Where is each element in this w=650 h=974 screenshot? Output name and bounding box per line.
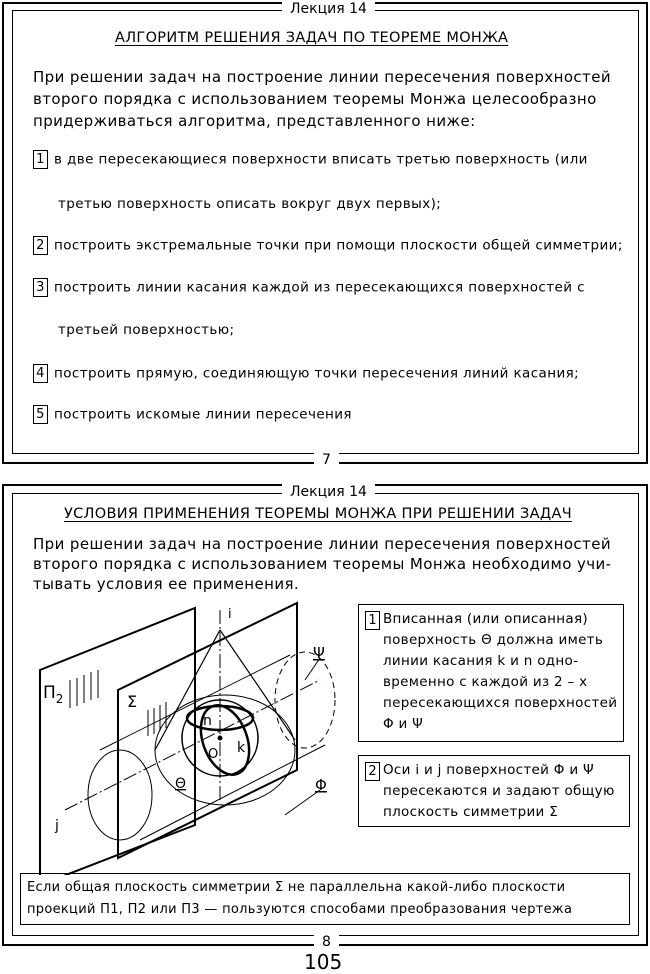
label-phi: Φ <box>315 776 327 794</box>
step-text: построить экстремальные точки при помощи плоскости общей симметрии; <box>54 237 623 254</box>
intro-line: тывать условия ее применения. <box>33 575 300 593</box>
cylinder-end-right <box>275 652 335 748</box>
condition-line: временно с каждой из 2 – х <box>383 674 588 690</box>
sigma-hatching <box>148 702 166 736</box>
step-text: построить прямую, соединяющую точки пересечения линий касания; <box>54 365 580 382</box>
slide-2-title: УСЛОВИЯ ПРИМЕНЕНИЯ ТЕОРЕМЫ МОНЖА ПРИ РЕШЕНИИ ЗАДАЧ <box>64 506 572 522</box>
label-o: O <box>208 747 219 762</box>
slide-2-lecture-label: Лекция 14 <box>282 484 375 500</box>
step-number: 2 <box>33 236 48 255</box>
monge-theorem-diagram <box>15 600 355 875</box>
step-text: построить линии касания каждой из пересекающихся поверхностей с <box>54 279 585 296</box>
slide-1-lecture-label: Лекция 14 <box>282 1 375 17</box>
condition-1-box <box>358 604 624 742</box>
intro-line: второго порядка с использованием теоремы Монжа необходимо учи- <box>33 555 612 573</box>
label-theta: Θ <box>175 776 187 792</box>
label-i: i <box>228 607 232 622</box>
label-n: n <box>203 713 212 729</box>
step-3 <box>33 278 585 297</box>
label-pi2: $\Pi_2$ <box>43 683 64 706</box>
intro-line: второго порядка с использованием теоремы Монжа целесообразно <box>33 90 597 108</box>
pi2-hatching <box>70 670 98 708</box>
cylinder-end-left <box>88 750 152 840</box>
condition-line: Φ и Ψ <box>383 716 424 732</box>
plane-sigma <box>118 603 297 858</box>
condition-line: пересекающихся поверхностей <box>383 695 618 711</box>
book-page-number: 105 <box>304 950 343 974</box>
condition-line: пересекаются и задают общую <box>383 783 615 799</box>
step-5 <box>33 405 352 424</box>
label-j: j <box>55 818 59 834</box>
step-4 <box>33 364 579 383</box>
condition-line: Оси i и j поверхностей Φ и Ψ <box>383 762 594 778</box>
label-psi: Ψ <box>313 644 325 662</box>
label-k: k <box>237 740 246 756</box>
condition-line: линии касания k и n одно- <box>383 653 579 669</box>
center-point-o <box>218 736 223 741</box>
step-text: в две пересекающиеся поверхности вписать третью поверхность (или <box>54 151 588 168</box>
bottom-note-text <box>27 877 572 921</box>
note-line: проекций Π1, Π2 или Π3 — пользуются способами преобразования чертежа <box>27 902 573 917</box>
condition-line: плоскость симметрии Σ <box>383 804 559 820</box>
step-number: 5 <box>33 405 48 424</box>
step-number: 4 <box>33 364 48 383</box>
condition-line: Вписанная (или описанная) <box>383 611 588 627</box>
slide-2-page-number: 8 <box>314 934 339 950</box>
intro-line: придерживаться алгоритма, представленного ниже: <box>33 112 476 130</box>
label-sigma: Σ <box>127 692 138 711</box>
step-number: 3 <box>33 278 48 297</box>
step-1 <box>33 150 588 169</box>
slide-1-intro <box>33 66 623 132</box>
cylinder-edge-bottom <box>140 745 325 840</box>
step-2 <box>33 236 623 255</box>
note-line: Если общая плоскость симметрии Σ не параллельна какой-либо плоскости <box>27 880 566 895</box>
condition-number: 2 <box>365 762 380 781</box>
bottom-note-box <box>20 873 630 925</box>
intro-line: При решении задач на построение линии пересечения поверхностей <box>33 535 611 553</box>
condition-2-box <box>358 755 630 827</box>
intro-line: При решении задач на построение линии пересечения поверхностей <box>33 68 611 86</box>
condition-2-text <box>383 760 615 823</box>
condition-number: 1 <box>365 611 380 630</box>
slide-1-title: АЛГОРИТМ РЕШЕНИЯ ЗАДАЧ ПО ТЕОРЕМЕ МОНЖА <box>115 30 509 46</box>
step-text: построить искомые линии пересечения <box>54 406 352 423</box>
step-number: 1 <box>33 150 48 169</box>
step-1-continued: третью поверхность описать вокруг двух первых); <box>58 196 442 212</box>
step-3-continued: третьей поверхностью; <box>58 322 235 338</box>
slide-1-page-number: 7 <box>314 452 339 468</box>
slide-2-intro <box>33 534 628 594</box>
condition-1-text <box>383 609 617 735</box>
condition-line: поверхность Θ должна иметь <box>383 632 604 648</box>
cone <box>155 630 295 750</box>
axis-j <box>65 680 320 810</box>
